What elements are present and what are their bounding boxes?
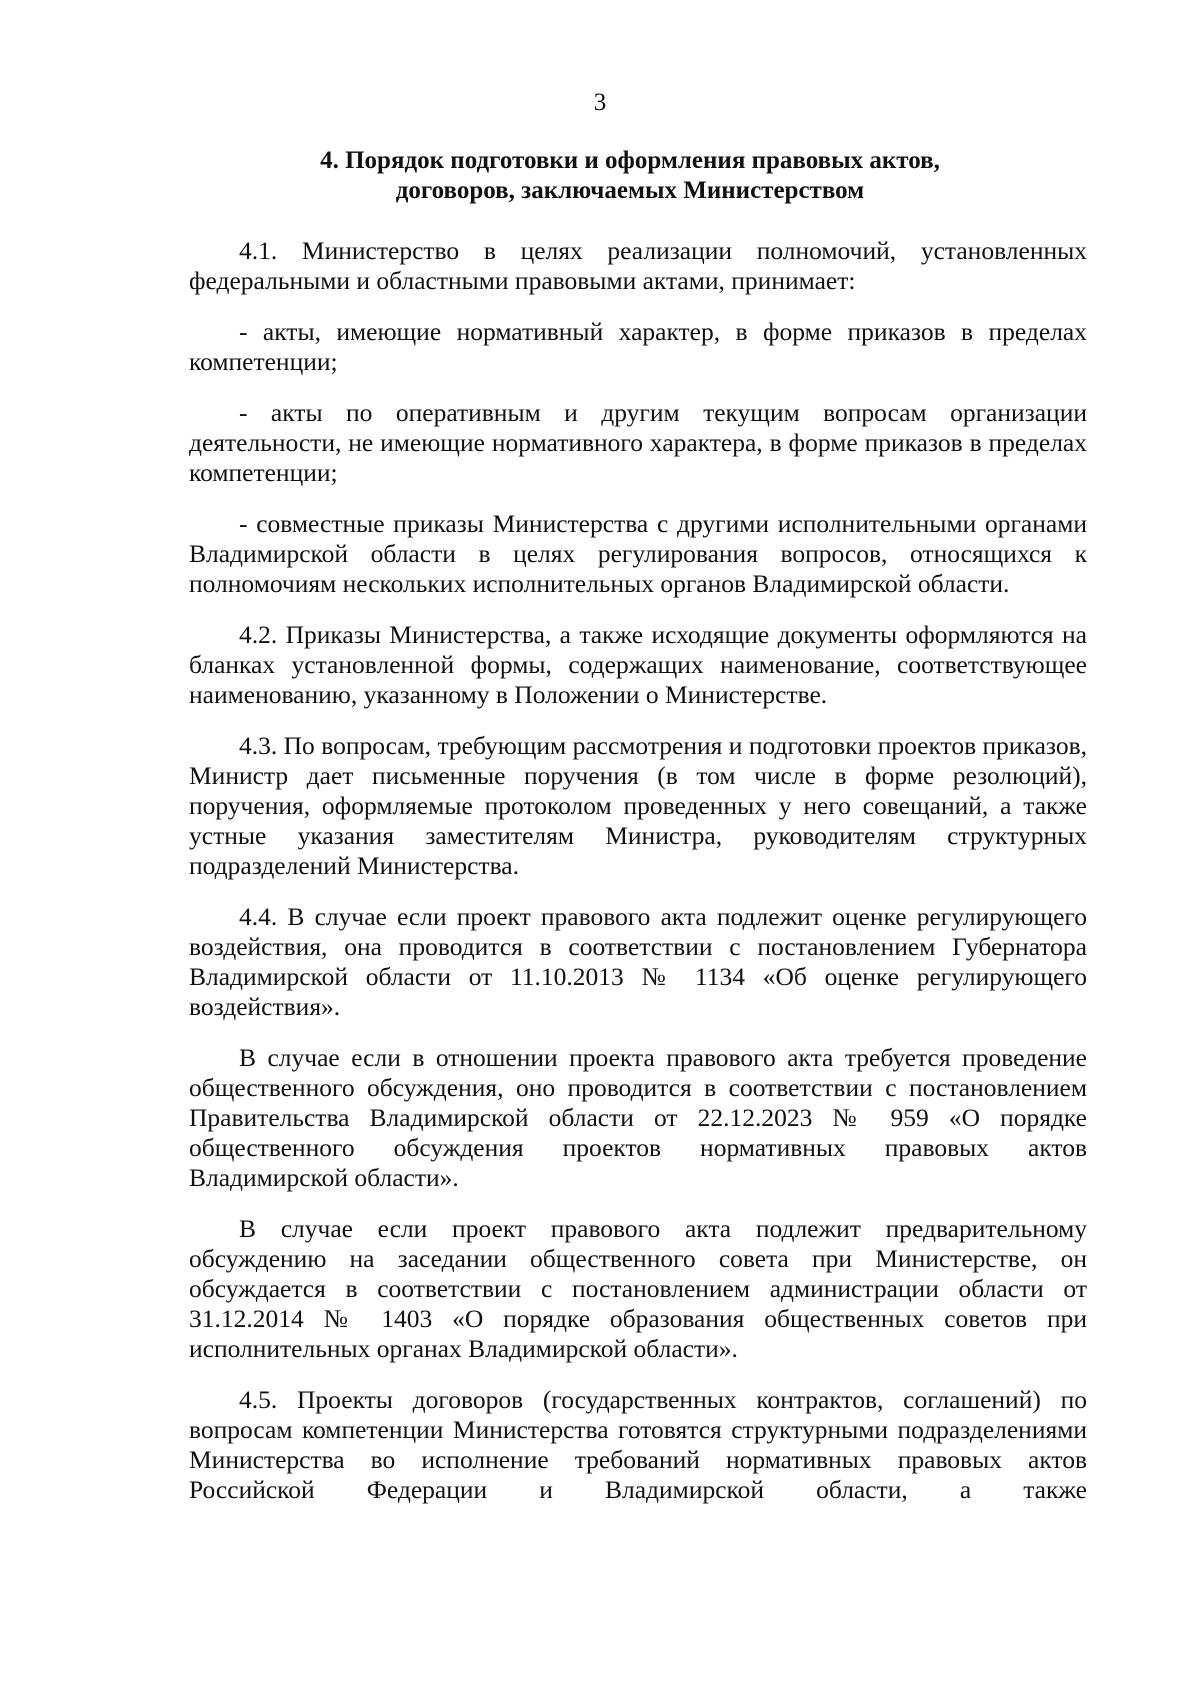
section-heading xyxy=(180,146,1080,206)
paragraph-normative-acts: - акты, имеющие нормативный характер, в форме приказов в пределах компетенции; xyxy=(189,317,1087,376)
paragraph-public-council: В случае если проект правового акта подлежит предварительному обсуждению на заседании общественного совета при Министерстве, он обсуждается в соответствии с постановлением администрации области от 31.12.2014 № 1403 «О порядке образования общественных советов при исполнительных органах Владимирской области». xyxy=(189,1214,1087,1363)
paragraph-4-4: 4.4. В случае если проект правового акта подлежит оценке регулирующего воздействия, она проводится в соответствии с постановлением Губернатора Владимирской области от 11.10.2013 № 1134 «Об оценке регулирующего воздействия». xyxy=(189,902,1087,1021)
paragraph-operational-acts: - акты по оперативным и другим текущим вопросам организации деятельности, не имеющие нормативного характера, в форме приказов в пределах компетенции; xyxy=(189,398,1087,487)
document-body xyxy=(189,236,1087,1526)
paragraph-4-5: 4.5. Проекты договоров (государственных контрактов, соглашений) по вопросам компетенции Министерства готовятся структурными подразделениями Министерства во исполнение требований нормативных правовых актов Российской Федерации и Владимирской области, а также xyxy=(189,1385,1087,1504)
paragraph-4-2: 4.2. Приказы Министерства, а также исходящие документы оформляются на бланках установленной формы, содержащих наименование, соответствующее наименованию, указанному в Положении о Министерстве. xyxy=(189,620,1087,709)
paragraph-joint-orders: - совместные приказы Министерства с другими исполнительными органами Владимирской области в целях регулирования вопросов, относящихся к полномочиям нескольких исполнительных органов Владимирской области. xyxy=(189,509,1087,598)
paragraph-4-1: 4.1. Министерство в целях реализации полномочий, установленных федеральными и областными правовыми актами, принимает: xyxy=(189,236,1087,295)
paragraph-4-3: 4.3. По вопросам, требующим рассмотрения и подготовки проектов приказов, Министр дает письменные поручения (в том числе в форме резолюций), поручения, оформляемые протоколом проведенных у него совещаний, а также устные указания заместителям Министра, руководителям структурных подразделений Министерства. xyxy=(189,731,1087,880)
section-heading-line-1: 4. Порядок подготовки и оформления правовых актов, xyxy=(320,147,940,174)
section-heading-line-2: договоров, заключаемых Министерством xyxy=(395,177,865,204)
paragraph-public-discussion: В случае если в отношении проекта правового акта требуется проведение общественного обсуждения, оно проводится в соответствии с постановлением Правительства Владимирской области от 22.12.2023 № 959 «О порядке общественного обсуждения проектов нормативных правовых актов Владимирской области». xyxy=(189,1043,1087,1192)
page-number: 3 xyxy=(593,89,607,116)
